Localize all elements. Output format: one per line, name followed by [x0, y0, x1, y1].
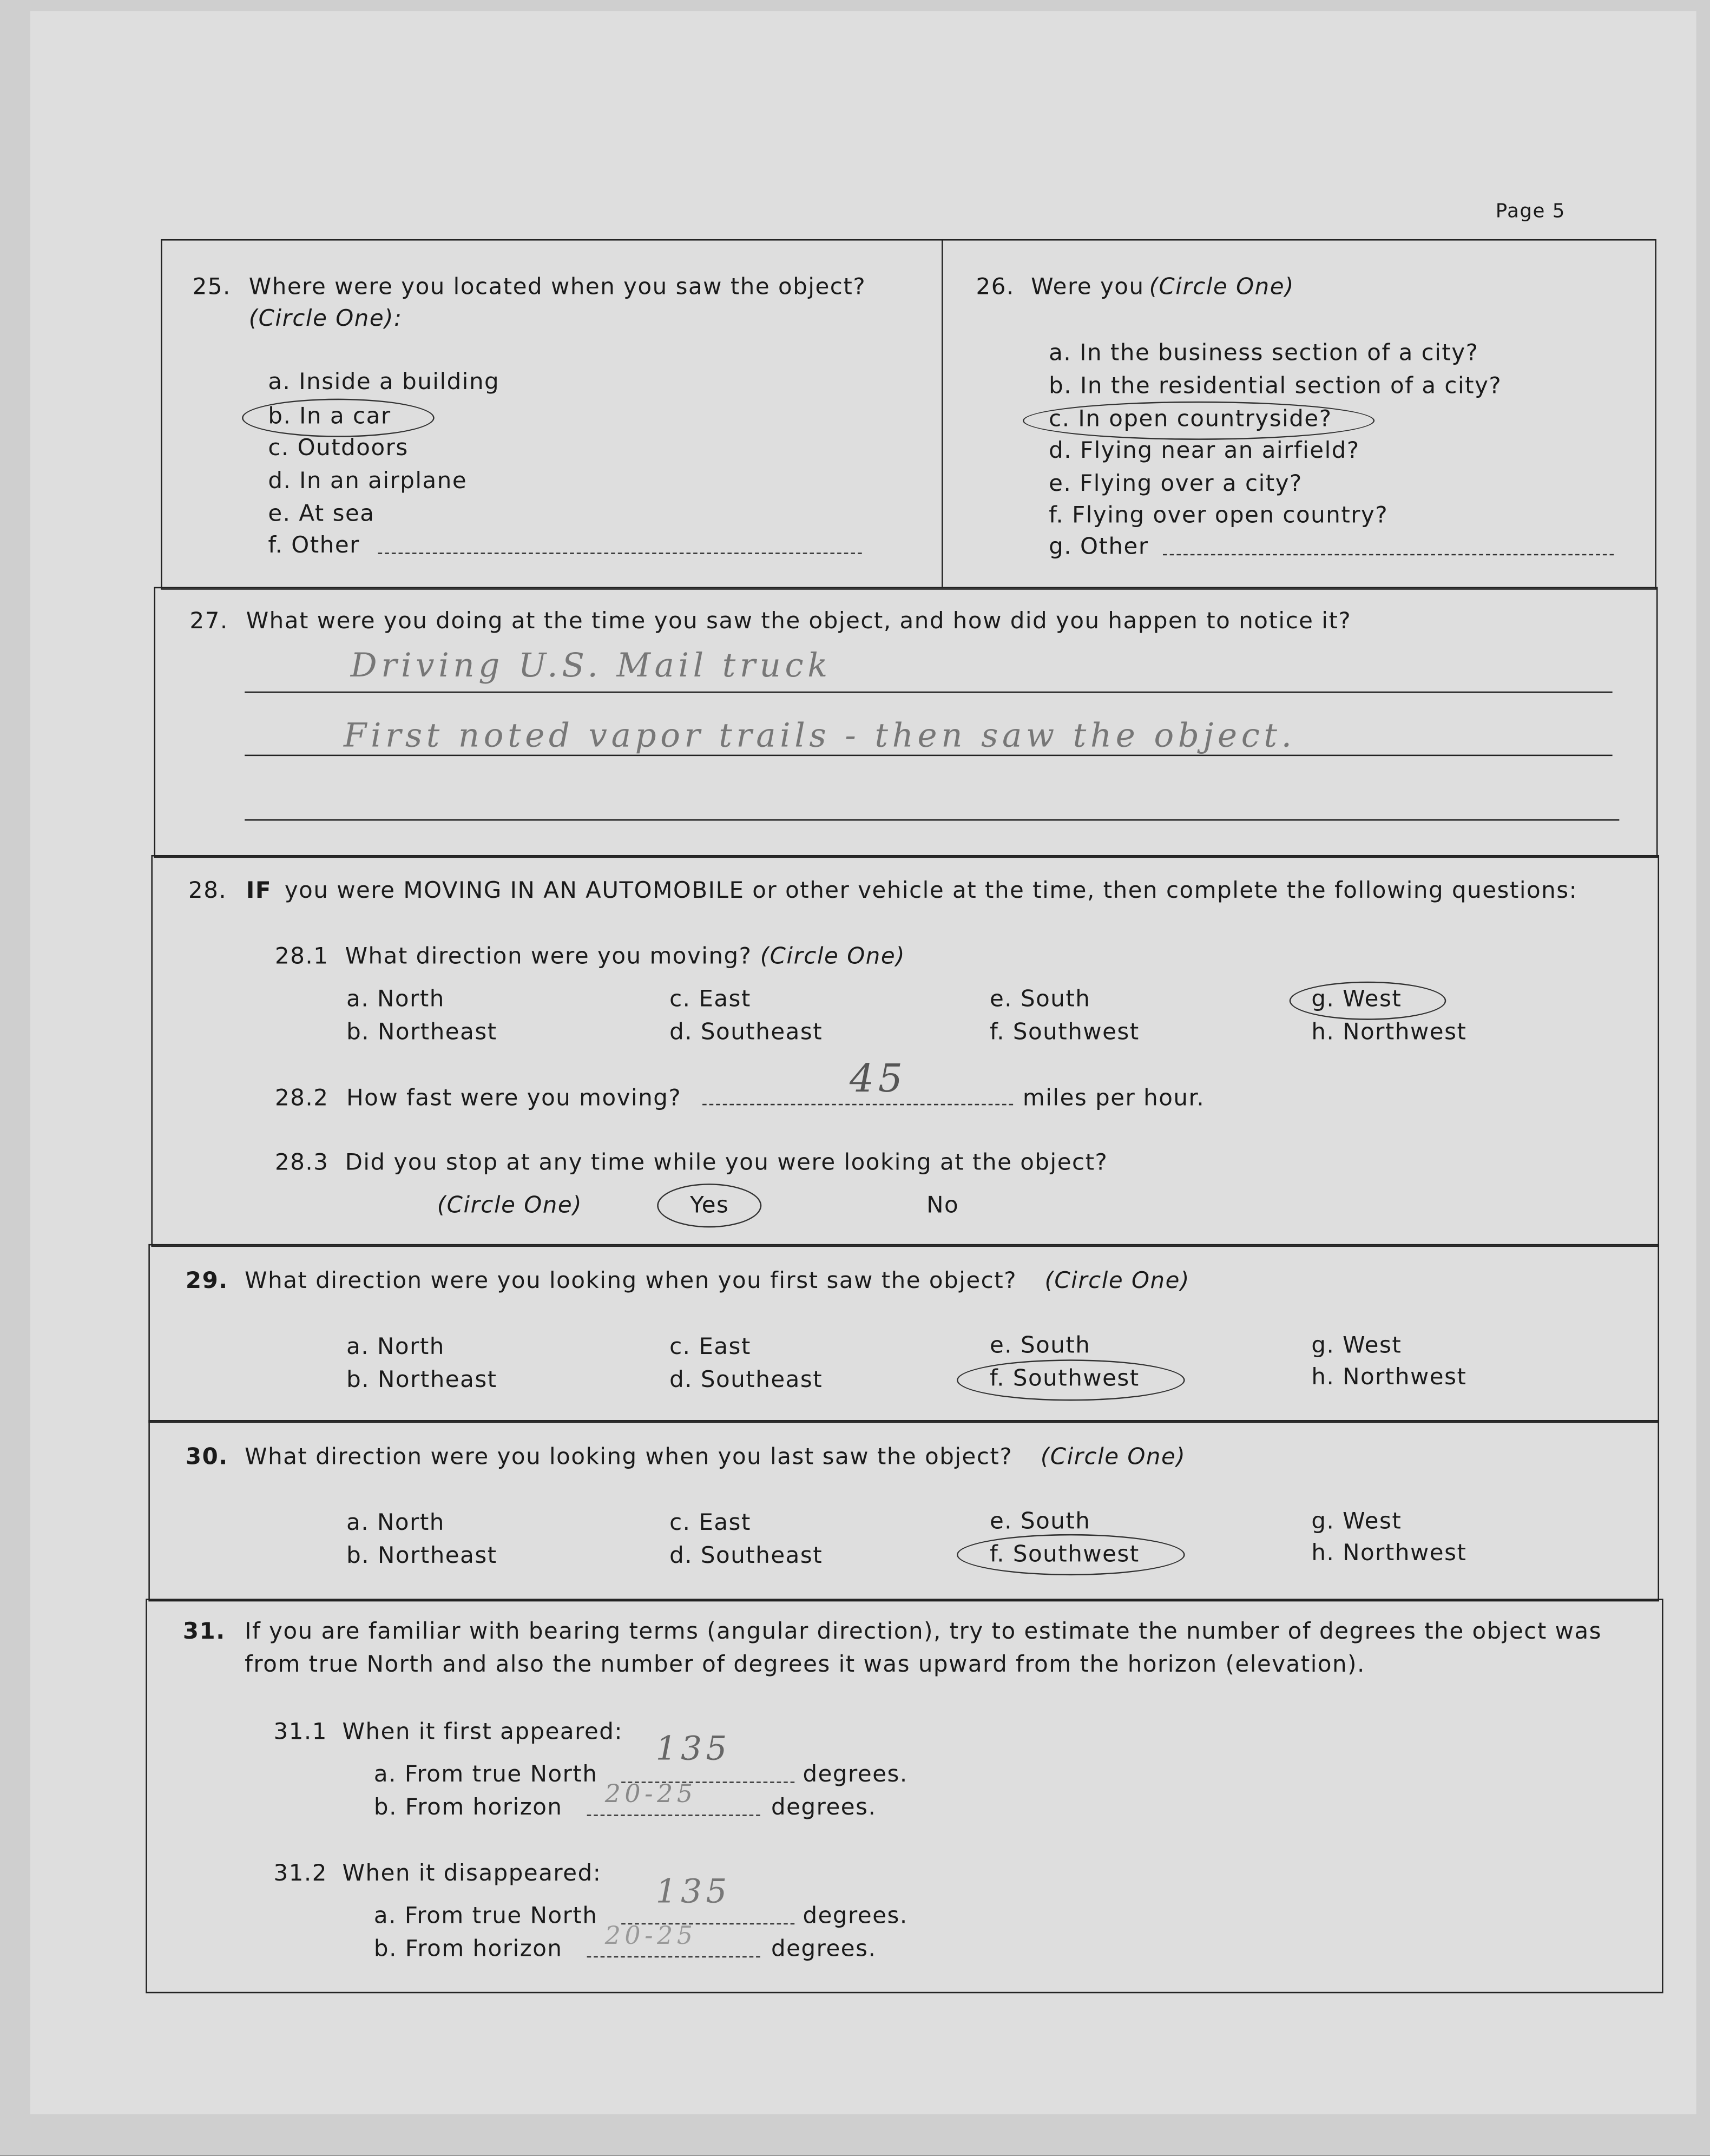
- q26-option-b: b. In the residential section of a city?: [1049, 372, 1502, 399]
- q30-option-a: a. North: [346, 1509, 445, 1536]
- q29-option-d: d. Southeast: [669, 1366, 823, 1393]
- page-number: Page 5: [1495, 200, 1566, 223]
- q25-option-a: a. Inside a building: [268, 368, 500, 395]
- q25-option-f: f. Other: [268, 532, 360, 558]
- q28-2-unit: miles per hour.: [1022, 1084, 1205, 1111]
- answer-line: [245, 692, 1612, 693]
- q27-answer-line2: First noted vapor trails - then saw the object.: [344, 716, 1296, 755]
- q28-number: 28.: [188, 877, 227, 903]
- q28-1-instruction: (Circle One): [760, 943, 906, 969]
- q31-2-number: 31.2: [273, 1859, 327, 1886]
- selection-circle: [1290, 982, 1446, 1020]
- q27-number: 27.: [189, 607, 228, 634]
- q29-question: What direction were you looking when you first saw the object?: [245, 1267, 1017, 1294]
- q28-1-option-c: c. East: [669, 985, 751, 1012]
- speed-blank: [702, 1104, 1013, 1106]
- q29-option-b: b. Northeast: [346, 1366, 497, 1393]
- q28-question: you were MOVING IN AN AUTOMOBILE or other vehicle at the time, then complete the following questions:: [284, 877, 1578, 903]
- q30-instruction: (Circle One): [1040, 1443, 1186, 1470]
- answer-line: [245, 819, 1619, 821]
- q29-option-e: e. South: [989, 1332, 1091, 1358]
- other-blank: [1163, 554, 1614, 556]
- q25-option-b[interactable]: b. In a car: [268, 403, 391, 429]
- q31-1-number: 31.1: [273, 1718, 327, 1745]
- selection-circle: [242, 399, 435, 437]
- q28-1-option-e: e. South: [989, 985, 1091, 1012]
- selection-circle: [1023, 402, 1374, 440]
- blank: [587, 1815, 760, 1816]
- selection-circle: [657, 1184, 761, 1227]
- q28-2-number: 28.2: [275, 1084, 329, 1111]
- unit: degrees.: [803, 1760, 908, 1787]
- q30-option-c: c. East: [669, 1509, 751, 1536]
- q29-number: 29.: [185, 1267, 228, 1294]
- q29-option-g: g. West: [1311, 1332, 1402, 1358]
- q30-option-f[interactable]: f. Southwest: [989, 1541, 1140, 1567]
- q27-question: What were you doing at the time you saw the object, and how did you happen to notice it?: [246, 607, 1352, 634]
- q28-3-option-no[interactable]: No: [926, 1192, 959, 1218]
- divider: [942, 239, 943, 587]
- q30-option-e: e. South: [989, 1508, 1091, 1534]
- q25-option-d: d. In an airplane: [268, 467, 468, 494]
- q26-option-d: d. Flying near an airfield?: [1049, 437, 1360, 464]
- q31-1-horizon-label: b. From horizon: [373, 1793, 563, 1820]
- q28-1-option-g[interactable]: g. West: [1311, 985, 1402, 1012]
- q30-question: What direction were you looking when you last saw the object?: [245, 1443, 1013, 1470]
- q26-option-g: g. Other: [1049, 533, 1149, 560]
- q31-2-label: When it disappeared:: [342, 1859, 602, 1886]
- q31-question-line2: from true North and also the number of degrees it was upward from the horizon (elevation).: [245, 1651, 1365, 1678]
- q28-3-option-yes[interactable]: Yes: [690, 1192, 729, 1218]
- q31-2-horizon-value[interactable]: 20-25: [604, 1922, 697, 1951]
- q29-instruction: (Circle One): [1044, 1267, 1190, 1294]
- q30-number: 30.: [185, 1443, 228, 1470]
- q31-2-north-label: a. From true North: [373, 1902, 598, 1929]
- q26-option-f: f. Flying over open country?: [1049, 502, 1389, 528]
- q25-question: Where were you located when you saw the object?: [248, 273, 866, 300]
- q28-3-question: Did you stop at any time while you were looking at the object?: [345, 1149, 1108, 1175]
- q26-number: 26.: [976, 273, 1015, 300]
- q28-1-option-d: d. Southeast: [669, 1018, 823, 1045]
- q28-1-option-h: h. Northwest: [1311, 1018, 1467, 1045]
- selection-circle: [957, 1534, 1185, 1575]
- section-28: [151, 855, 1659, 1247]
- selection-circle: [957, 1359, 1185, 1401]
- q28-1-number: 28.1: [275, 943, 329, 969]
- q31-question-line1: If you are familiar with bearing terms (angular direction), try to estimate the number of degrees the object was: [245, 1618, 1602, 1645]
- q31-2-north-value[interactable]: 135: [655, 1872, 731, 1911]
- q28-3-number: 28.3: [275, 1149, 329, 1175]
- q25-instruction: (Circle One):: [248, 305, 403, 332]
- q26-question: Were you: [1031, 273, 1145, 300]
- q29-option-c: c. East: [669, 1333, 751, 1360]
- q25-option-c: c. Outdoors: [268, 434, 409, 461]
- q25-option-e: e. At sea: [268, 500, 375, 527]
- q27-answer-line1: Driving U.S. Mail truck: [350, 646, 832, 685]
- other-blank: [378, 553, 862, 554]
- blank: [587, 1956, 760, 1958]
- q28-1-option-b: b. Northeast: [346, 1018, 497, 1045]
- q28-2-answer[interactable]: 45: [849, 1055, 907, 1101]
- q26-instruction: (Circle One): [1149, 273, 1294, 300]
- q28-1-option-a: a. North: [346, 985, 445, 1012]
- q29-option-h: h. Northwest: [1311, 1363, 1467, 1390]
- answer-line: [245, 755, 1612, 757]
- q29-option-f[interactable]: f. Southwest: [989, 1365, 1140, 1391]
- q26-option-a: a. In the business section of a city?: [1049, 339, 1479, 366]
- q26-option-c[interactable]: c. In open countryside?: [1049, 405, 1332, 432]
- q31-1-label: When it first appeared:: [342, 1718, 623, 1745]
- q30-option-g: g. West: [1311, 1508, 1402, 1534]
- q31-number: 31.: [182, 1618, 226, 1645]
- q28-2-question: How fast were you moving?: [346, 1084, 682, 1111]
- unit: degrees.: [771, 1793, 877, 1820]
- q30-option-b: b. Northeast: [346, 1542, 497, 1569]
- q29-option-a: a. North: [346, 1333, 445, 1360]
- q28-1-question: What direction were you moving?: [345, 943, 752, 969]
- q30-option-d: d. Southeast: [669, 1542, 823, 1569]
- q28-3-instruction: (Circle One): [437, 1192, 583, 1218]
- q31-1-north-value[interactable]: 135: [655, 1729, 731, 1768]
- q25-number: 25.: [192, 273, 231, 300]
- q30-option-h: h. Northwest: [1311, 1540, 1467, 1566]
- q26-option-e: e. Flying over a city?: [1049, 470, 1303, 497]
- q28-if: IF: [246, 877, 272, 903]
- unit: degrees.: [771, 1935, 877, 1962]
- q31-1-north-label: a. From true North: [373, 1760, 598, 1787]
- q31-1-horizon-value[interactable]: 20-25: [604, 1780, 697, 1809]
- unit: degrees.: [803, 1902, 908, 1929]
- q31-2-horizon-label: b. From horizon: [373, 1935, 563, 1962]
- q28-1-option-f: f. Southwest: [989, 1018, 1140, 1045]
